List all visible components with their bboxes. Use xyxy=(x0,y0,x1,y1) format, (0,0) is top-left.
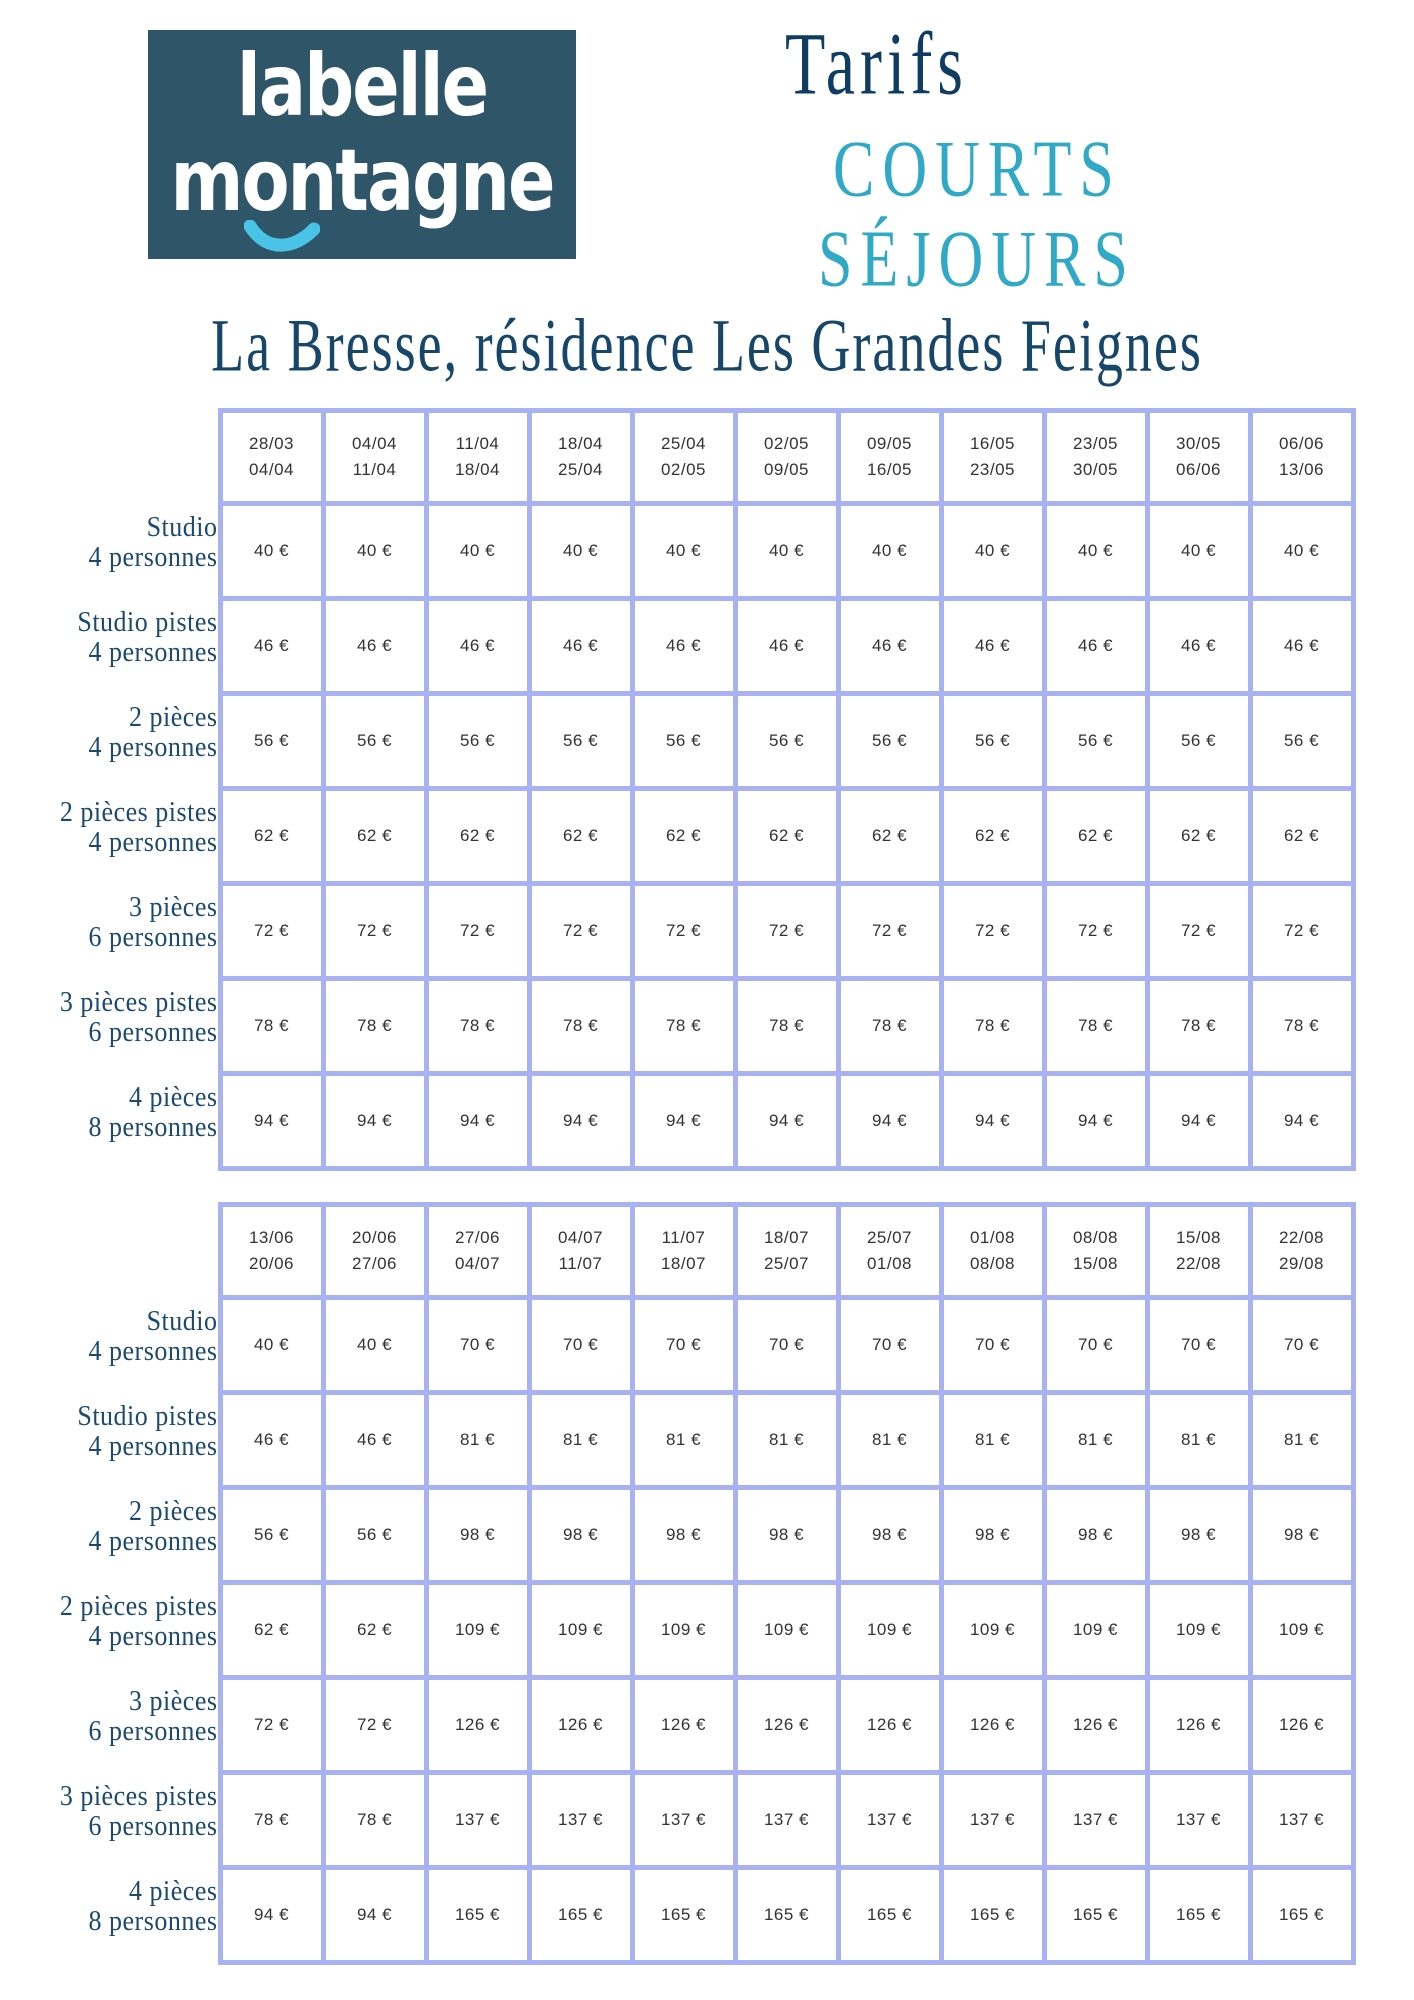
price-cell: 81 € xyxy=(426,1393,529,1488)
price-cell: 98 € xyxy=(1147,1488,1250,1583)
date-range-header: 16/05 23/05 xyxy=(941,411,1044,504)
table-row xyxy=(18,599,1353,694)
row-label-cell: Studio pistes 4 personnes xyxy=(77,606,218,668)
price-cell: 56 € xyxy=(1147,694,1250,789)
price-cell: 72 € xyxy=(529,884,632,979)
price-cell: 98 € xyxy=(529,1488,632,1583)
price-cell: 165 € xyxy=(1250,1868,1353,1963)
price-cell: 62 € xyxy=(220,789,323,884)
price-cell: 46 € xyxy=(220,1393,323,1488)
price-cell: 165 € xyxy=(529,1868,632,1963)
date-range-header: 23/05 30/05 xyxy=(1044,411,1147,504)
price-cell: 62 € xyxy=(323,1583,426,1678)
price-cell: 40 € xyxy=(632,504,735,599)
price-cell: 62 € xyxy=(220,1583,323,1678)
price-cell: 126 € xyxy=(1250,1678,1353,1773)
table-row xyxy=(18,979,1353,1074)
price-cell: 40 € xyxy=(323,1298,426,1393)
date-range-header: 27/06 04/07 xyxy=(426,1205,529,1298)
price-cell: 81 € xyxy=(941,1393,1044,1488)
table-row xyxy=(18,1583,1353,1678)
price-cell: 98 € xyxy=(426,1488,529,1583)
price-cell: 46 € xyxy=(838,599,941,694)
date-range-header: 13/06 20/06 xyxy=(220,1205,323,1298)
price-cell: 72 € xyxy=(735,884,838,979)
price-cell: 94 € xyxy=(1147,1074,1250,1169)
date-range-header: 11/04 18/04 xyxy=(426,411,529,504)
price-cell: 46 € xyxy=(220,599,323,694)
date-range-header: 09/05 16/05 xyxy=(838,411,941,504)
price-cell: 72 € xyxy=(220,884,323,979)
date-range-header: 20/06 27/06 xyxy=(323,1205,426,1298)
price-cell: 70 € xyxy=(632,1298,735,1393)
price-cell: 94 € xyxy=(220,1868,323,1963)
price-cell: 56 € xyxy=(735,694,838,789)
price-cell: 78 € xyxy=(1147,979,1250,1074)
price-cell: 62 € xyxy=(323,789,426,884)
logo-wordmark-line1: labelle xyxy=(236,35,488,136)
price-cell: 94 € xyxy=(323,1868,426,1963)
price-cell: 165 € xyxy=(1147,1868,1250,1963)
price-cell: 40 € xyxy=(1250,504,1353,599)
price-cell: 72 € xyxy=(1044,884,1147,979)
table-row xyxy=(18,504,1353,599)
price-cell: 109 € xyxy=(735,1583,838,1678)
price-cell: 72 € xyxy=(632,884,735,979)
price-cell: 78 € xyxy=(529,979,632,1074)
price-cell: 165 € xyxy=(735,1868,838,1963)
price-cell: 40 € xyxy=(323,504,426,599)
row-label-cell: 4 pièces 8 personnes xyxy=(88,1081,218,1143)
price-cell: 94 € xyxy=(941,1074,1044,1169)
date-range-header: 04/04 11/04 xyxy=(323,411,426,504)
price-cell: 126 € xyxy=(1044,1678,1147,1773)
date-range-header: 01/08 08/08 xyxy=(941,1205,1044,1298)
date-range-header: 22/08 29/08 xyxy=(1250,1205,1353,1298)
price-cell: 78 € xyxy=(323,979,426,1074)
price-cell: 94 € xyxy=(632,1074,735,1169)
price-cell: 56 € xyxy=(529,694,632,789)
price-cell: 56 € xyxy=(941,694,1044,789)
date-range-header: 25/04 02/05 xyxy=(632,411,735,504)
price-cell: 40 € xyxy=(735,504,838,599)
price-cell: 70 € xyxy=(426,1298,529,1393)
price-cell: 62 € xyxy=(941,789,1044,884)
price-cell: 40 € xyxy=(838,504,941,599)
price-cell: 56 € xyxy=(632,694,735,789)
price-cell: 126 € xyxy=(838,1678,941,1773)
table-row xyxy=(18,789,1353,884)
price-cell: 165 € xyxy=(426,1868,529,1963)
price-cell: 46 € xyxy=(323,599,426,694)
price-cell: 78 € xyxy=(941,979,1044,1074)
price-cell: 94 € xyxy=(735,1074,838,1169)
row-label-cell: 3 pièces 6 personnes xyxy=(88,891,218,953)
date-range-header: 18/04 25/04 xyxy=(529,411,632,504)
price-cell: 72 € xyxy=(1147,884,1250,979)
price-cell: 72 € xyxy=(1250,884,1353,979)
price-cell: 94 € xyxy=(426,1074,529,1169)
price-cell: 109 € xyxy=(1250,1583,1353,1678)
price-cell: 81 € xyxy=(838,1393,941,1488)
price-cell: 62 € xyxy=(1147,789,1250,884)
price-cell: 70 € xyxy=(735,1298,838,1393)
price-cell: 165 € xyxy=(941,1868,1044,1963)
row-label-cell: 3 pièces pistes 6 personnes xyxy=(59,1780,218,1842)
price-cell: 56 € xyxy=(220,1488,323,1583)
logo-wordmark xyxy=(148,35,576,231)
price-cell: 40 € xyxy=(1044,504,1147,599)
price-cell: 40 € xyxy=(941,504,1044,599)
logo-wordmark-line2: montagne xyxy=(170,130,554,231)
price-cell: 98 € xyxy=(838,1488,941,1583)
price-cell: 126 € xyxy=(941,1678,1044,1773)
price-cell: 62 € xyxy=(426,789,529,884)
row-label-cell: 4 pièces 8 personnes xyxy=(88,1875,218,1937)
table-row xyxy=(18,1074,1353,1169)
smile-icon xyxy=(244,220,320,256)
price-cell: 46 € xyxy=(323,1393,426,1488)
row-label-cell: Studio 4 personnes xyxy=(88,511,218,573)
date-range-header: 28/03 04/04 xyxy=(220,411,323,504)
price-cell: 137 € xyxy=(529,1773,632,1868)
price-cell: 40 € xyxy=(426,504,529,599)
page-title: La Bresse, résidence Les Grandes Feignes xyxy=(211,303,1203,388)
price-cell: 126 € xyxy=(529,1678,632,1773)
price-cell: 72 € xyxy=(941,884,1044,979)
price-cell: 126 € xyxy=(735,1678,838,1773)
row-label-cell: 3 pièces 6 personnes xyxy=(88,1685,218,1747)
row-label-cell: 3 pièces pistes 6 personnes xyxy=(59,986,218,1048)
date-range-header: 02/05 09/05 xyxy=(735,411,838,504)
price-cell: 46 € xyxy=(941,599,1044,694)
price-cell: 165 € xyxy=(1044,1868,1147,1963)
heading-courts: COURTS xyxy=(833,125,1122,214)
price-cell: 81 € xyxy=(1250,1393,1353,1488)
date-range-header: 18/07 25/07 xyxy=(735,1205,838,1298)
price-cell: 46 € xyxy=(529,599,632,694)
price-cell: 98 € xyxy=(632,1488,735,1583)
price-cell: 165 € xyxy=(838,1868,941,1963)
price-cell: 56 € xyxy=(323,694,426,789)
price-cell: 40 € xyxy=(220,504,323,599)
date-range-header: 08/08 15/08 xyxy=(1044,1205,1147,1298)
price-cell: 98 € xyxy=(1250,1488,1353,1583)
table-row xyxy=(18,1393,1353,1488)
price-cell: 46 € xyxy=(1044,599,1147,694)
price-cell: 78 € xyxy=(838,979,941,1074)
price-cell: 109 € xyxy=(941,1583,1044,1678)
date-header-row xyxy=(18,1205,1353,1298)
date-range-header: 30/05 06/06 xyxy=(1147,411,1250,504)
price-cell: 78 € xyxy=(735,979,838,1074)
price-cell: 72 € xyxy=(838,884,941,979)
price-cell: 137 € xyxy=(941,1773,1044,1868)
price-cell: 56 € xyxy=(1044,694,1147,789)
price-cell: 126 € xyxy=(632,1678,735,1773)
price-cell: 94 € xyxy=(838,1074,941,1169)
price-cell: 98 € xyxy=(735,1488,838,1583)
price-cell: 94 € xyxy=(529,1074,632,1169)
date-range-header: 04/07 11/07 xyxy=(529,1205,632,1298)
price-cell: 72 € xyxy=(220,1678,323,1773)
table-row xyxy=(18,1488,1353,1583)
price-cell: 137 € xyxy=(1044,1773,1147,1868)
empty-corner-cell xyxy=(18,1205,220,1298)
price-cell: 46 € xyxy=(632,599,735,694)
price-cell: 70 € xyxy=(1147,1298,1250,1393)
heading-sejours: SÉJOURS xyxy=(818,215,1136,304)
date-range-header: 06/06 13/06 xyxy=(1250,411,1353,504)
labellemontagne-logo xyxy=(148,30,576,259)
price-cell: 46 € xyxy=(1250,599,1353,694)
row-label-cell: 2 pièces 4 personnes xyxy=(88,1495,218,1557)
table-row xyxy=(18,1678,1353,1773)
price-cell: 62 € xyxy=(1044,789,1147,884)
price-cell: 137 € xyxy=(735,1773,838,1868)
price-cell: 78 € xyxy=(426,979,529,1074)
pricing-table-summer xyxy=(18,1202,1356,1965)
price-cell: 78 € xyxy=(323,1773,426,1868)
heading-tarifs: Tarifs xyxy=(785,15,968,114)
price-cell: 40 € xyxy=(1147,504,1250,599)
table-row xyxy=(18,694,1353,789)
date-range-header: 11/07 18/07 xyxy=(632,1205,735,1298)
price-cell: 109 € xyxy=(426,1583,529,1678)
pricing-table-spring xyxy=(18,408,1356,1171)
price-cell: 126 € xyxy=(426,1678,529,1773)
date-header-row xyxy=(18,411,1353,504)
table-row xyxy=(18,1868,1353,1963)
row-label-cell: 2 pièces pistes 4 personnes xyxy=(59,796,218,858)
date-range-header: 15/08 22/08 xyxy=(1147,1205,1250,1298)
price-cell: 81 € xyxy=(735,1393,838,1488)
price-cell: 70 € xyxy=(1250,1298,1353,1393)
price-cell: 56 € xyxy=(220,694,323,789)
price-cell: 40 € xyxy=(220,1298,323,1393)
price-cell: 70 € xyxy=(941,1298,1044,1393)
price-cell: 70 € xyxy=(1044,1298,1147,1393)
price-cell: 81 € xyxy=(1044,1393,1147,1488)
price-cell: 98 € xyxy=(1044,1488,1147,1583)
price-cell: 94 € xyxy=(323,1074,426,1169)
price-cell: 81 € xyxy=(1147,1393,1250,1488)
price-cell: 109 € xyxy=(1044,1583,1147,1678)
price-cell: 81 € xyxy=(529,1393,632,1488)
price-cell: 78 € xyxy=(220,1773,323,1868)
row-label-cell: Studio pistes 4 personnes xyxy=(77,1400,218,1462)
price-table xyxy=(18,1202,1356,1965)
row-label-cell: Studio 4 personnes xyxy=(88,1305,218,1367)
price-cell: 137 € xyxy=(1250,1773,1353,1868)
price-cell: 109 € xyxy=(632,1583,735,1678)
price-cell: 94 € xyxy=(1044,1074,1147,1169)
price-cell: 62 € xyxy=(735,789,838,884)
price-cell: 56 € xyxy=(426,694,529,789)
price-cell: 126 € xyxy=(1147,1678,1250,1773)
price-table xyxy=(18,408,1356,1171)
price-cell: 70 € xyxy=(529,1298,632,1393)
price-cell: 109 € xyxy=(1147,1583,1250,1678)
price-cell: 137 € xyxy=(426,1773,529,1868)
price-cell: 46 € xyxy=(735,599,838,694)
empty-corner-cell xyxy=(18,411,220,504)
price-cell: 94 € xyxy=(220,1074,323,1169)
price-cell: 109 € xyxy=(529,1583,632,1678)
price-cell: 137 € xyxy=(632,1773,735,1868)
price-cell: 40 € xyxy=(529,504,632,599)
table-row xyxy=(18,1298,1353,1393)
price-cell: 81 € xyxy=(632,1393,735,1488)
price-cell: 165 € xyxy=(632,1868,735,1963)
price-cell: 137 € xyxy=(1147,1773,1250,1868)
price-cell: 70 € xyxy=(838,1298,941,1393)
price-cell: 137 € xyxy=(838,1773,941,1868)
price-cell: 56 € xyxy=(1250,694,1353,789)
price-cell: 78 € xyxy=(1250,979,1353,1074)
price-cell: 62 € xyxy=(529,789,632,884)
price-cell: 109 € xyxy=(838,1583,941,1678)
price-cell: 72 € xyxy=(323,1678,426,1773)
price-cell: 72 € xyxy=(323,884,426,979)
price-cell: 56 € xyxy=(838,694,941,789)
date-range-header: 25/07 01/08 xyxy=(838,1205,941,1298)
price-cell: 46 € xyxy=(426,599,529,694)
price-cell: 46 € xyxy=(1147,599,1250,694)
price-cell: 78 € xyxy=(632,979,735,1074)
price-cell: 78 € xyxy=(220,979,323,1074)
price-cell: 78 € xyxy=(1044,979,1147,1074)
price-cell: 62 € xyxy=(838,789,941,884)
table-row xyxy=(18,884,1353,979)
price-cell: 56 € xyxy=(323,1488,426,1583)
row-label-cell: 2 pièces pistes 4 personnes xyxy=(59,1590,218,1652)
price-cell: 98 € xyxy=(941,1488,1044,1583)
price-cell: 62 € xyxy=(632,789,735,884)
table-row xyxy=(18,1773,1353,1868)
price-cell: 72 € xyxy=(426,884,529,979)
price-cell: 94 € xyxy=(1250,1074,1353,1169)
price-cell: 62 € xyxy=(1250,789,1353,884)
row-label-cell: 2 pièces 4 personnes xyxy=(88,701,218,763)
